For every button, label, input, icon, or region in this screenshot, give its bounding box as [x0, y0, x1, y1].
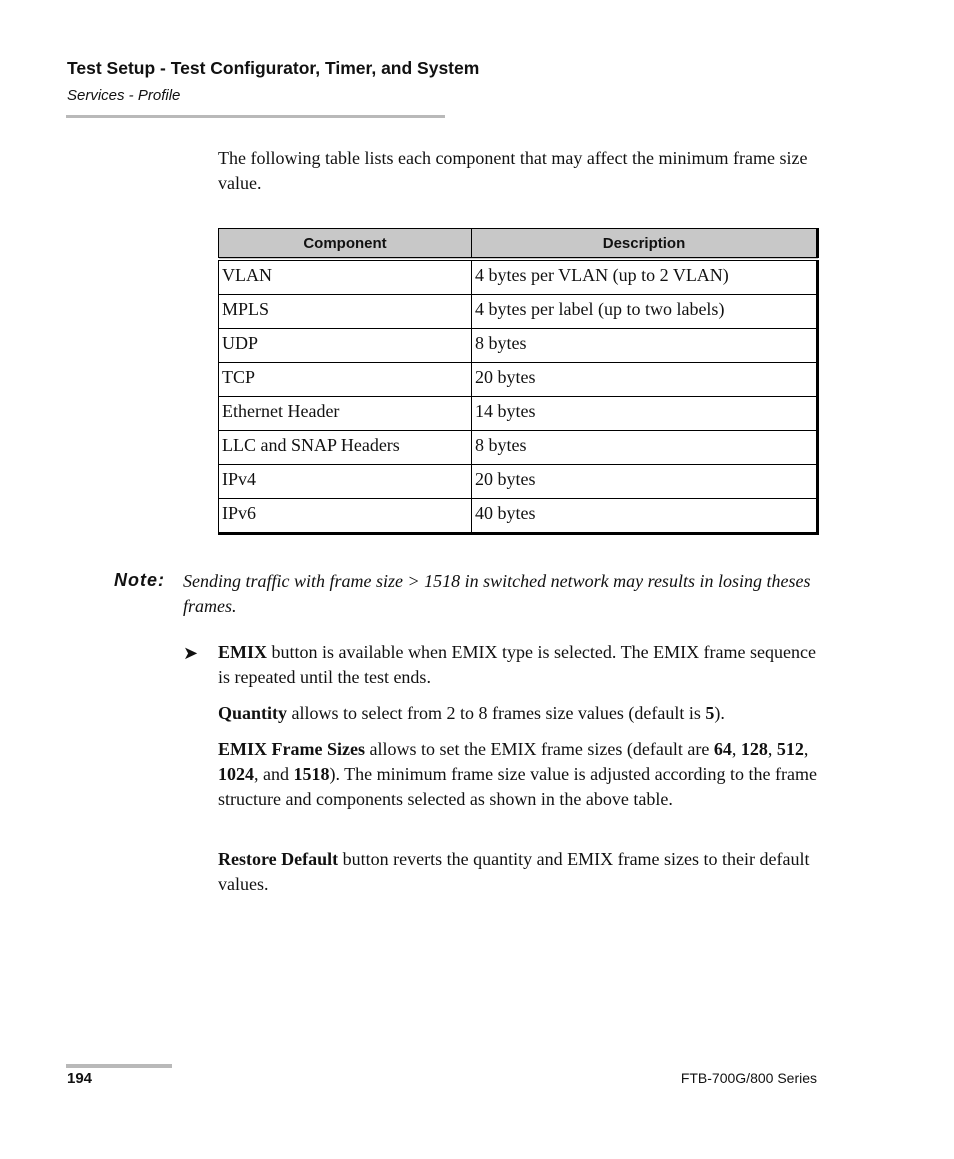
frame-size-value: 1518 [293, 764, 330, 784]
component-cell: IPv6 [219, 499, 472, 534]
description-cell: 8 bytes [472, 329, 818, 363]
quantity-default-value: 5 [705, 703, 715, 723]
description-cell: 14 bytes [472, 397, 818, 431]
quantity-description: allows to select from 2 to 8 frames size values (default is [287, 703, 706, 723]
component-cell: LLC and SNAP Headers [219, 431, 472, 465]
intro-paragraph: The following table lists each component that may affect the minimum frame size value. [218, 148, 808, 193]
frame-size-value: 512 [776, 739, 804, 759]
table-row [219, 259, 818, 295]
separator: , [767, 739, 777, 759]
table-row [219, 363, 818, 397]
restore-default-paragraph [218, 847, 818, 897]
table-row [219, 499, 818, 534]
description-cell: 40 bytes [472, 499, 818, 534]
page-header-subtitle: Services - Profile [67, 87, 181, 104]
table-row [219, 329, 818, 363]
quantity-paragraph [218, 701, 818, 726]
column-header-description: Description [472, 229, 818, 260]
separator: , [803, 739, 809, 759]
table-row [219, 465, 818, 499]
table-header-row [219, 229, 818, 260]
component-table [218, 228, 819, 535]
table-row [219, 295, 818, 329]
note-text: Sending traffic with frame size > 1518 in switched network may results in losing theses frames. [183, 571, 811, 616]
emix-description: button is available when EMIX type is selected. The EMIX frame sequence is repeated until the test ends. [218, 642, 816, 687]
component-cell: UDP [219, 329, 472, 363]
component-cell: IPv4 [219, 465, 472, 499]
page-header-title: Test Setup - Test Configurator, Timer, and System [67, 58, 480, 78]
quantity-term: Quantity [218, 703, 288, 723]
emix-paragraph [218, 640, 818, 690]
frame-sizes-paragraph [218, 737, 818, 812]
quantity-end: ). [714, 703, 725, 723]
component-cell: Ethernet Header [219, 397, 472, 431]
component-cell: VLAN [219, 259, 472, 295]
frame-sizes-description: allows to set the EMIX frame sizes (default are [364, 739, 714, 759]
note-label: Note: [114, 570, 165, 590]
frame-sizes-term: EMIX Frame Sizes [218, 739, 365, 759]
emix-term: EMIX [218, 642, 267, 662]
frame-sizes-end: ). The minimum frame size value is adjusted according to the frame structure and components selected as shown in the above table. [218, 764, 818, 809]
column-header-component: Component [219, 229, 472, 260]
component-cell: MPLS [219, 295, 472, 329]
table-row [219, 397, 818, 431]
bullet-arrow-icon: ➤ [183, 643, 199, 663]
description-cell: 20 bytes [472, 363, 818, 397]
footer-divider [66, 1064, 172, 1068]
description-cell: 20 bytes [472, 465, 818, 499]
product-series: FTB-700G/800 Series [680, 1070, 817, 1086]
separator: , [731, 739, 741, 759]
page-number: 194 [67, 1070, 93, 1087]
frame-size-value: 128 [740, 739, 768, 759]
restore-default-description: button reverts the quantity and EMIX frame sizes to their default values. [218, 849, 810, 894]
description-cell: 8 bytes [472, 431, 818, 465]
restore-default-term: Restore Default [218, 849, 339, 869]
description-cell: 4 bytes per label (up to two labels) [472, 295, 818, 329]
frame-size-value: 64 [713, 739, 732, 759]
table-row [219, 431, 818, 465]
frame-size-value: 1024 [218, 764, 254, 784]
header-divider [66, 115, 445, 118]
separator: , and [254, 764, 294, 784]
description-cell: 4 bytes per VLAN (up to 2 VLAN) [472, 259, 818, 295]
component-cell: TCP [219, 363, 472, 397]
